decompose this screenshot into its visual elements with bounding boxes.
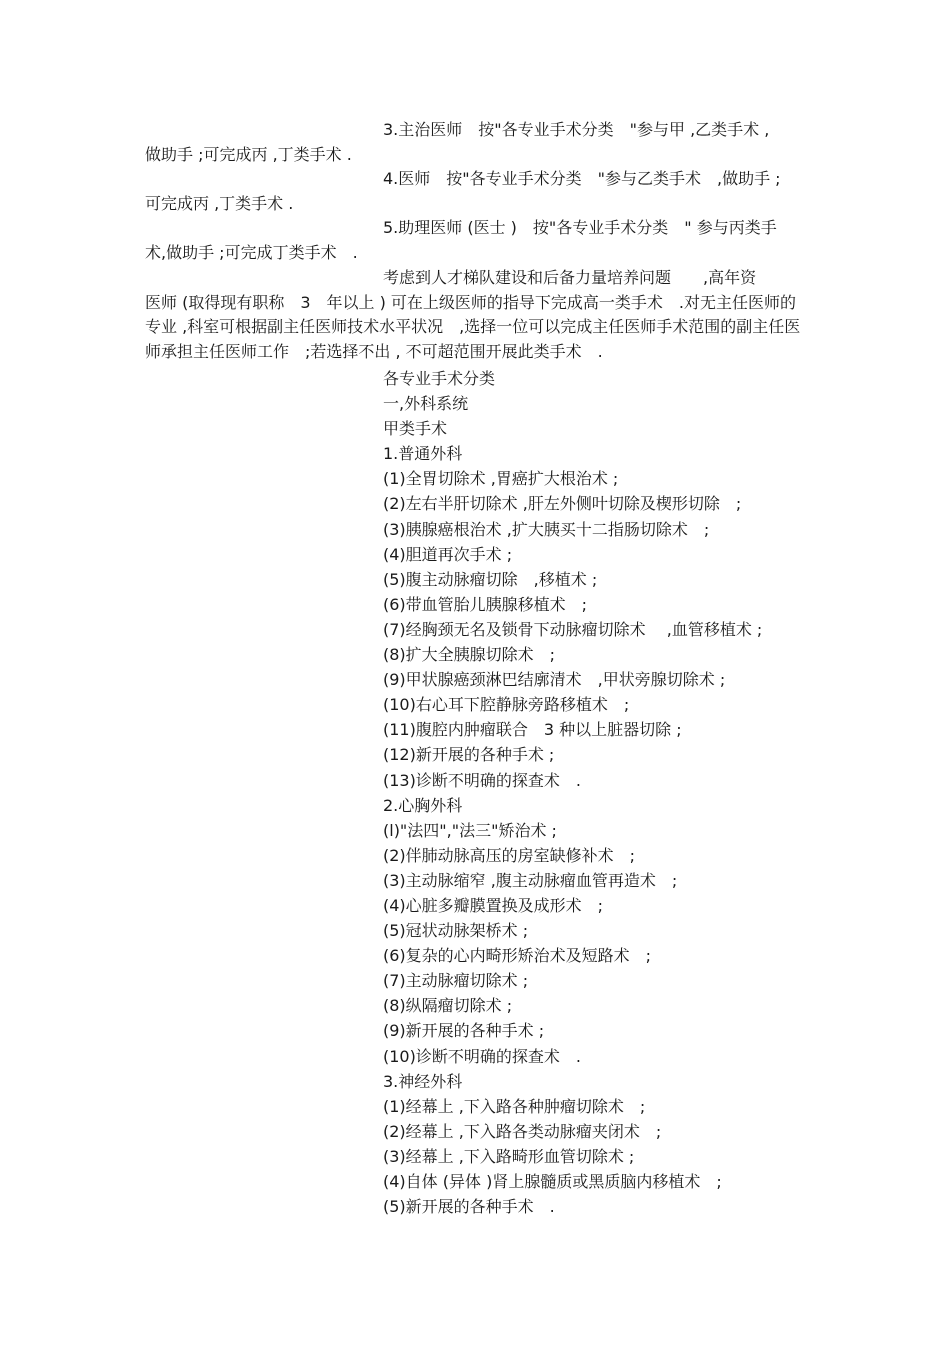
list-item: 一,外科系统 bbox=[383, 394, 469, 414]
list-item: (5)新开展的各种手术 . bbox=[383, 1197, 555, 1217]
paragraph-continuation: 做助手 ;可完成丙 ,丁类手术 . bbox=[145, 144, 352, 164]
list-item: (7)主动脉瘤切除术 ; bbox=[383, 971, 529, 991]
list-item: (12)新开展的各种手术 ; bbox=[383, 745, 555, 765]
list-item: (7)经胸颈无名及锁骨下动脉瘤切除术 ,血管移植术 ; bbox=[383, 619, 763, 639]
list-item: (9)甲状腺癌颈淋巴结廓清术 ,甲状旁腺切除术 ; bbox=[383, 670, 726, 690]
paragraph-talent-consideration bbox=[145, 266, 805, 364]
paragraph-continuation: 术,做助手 ;可完成丁类手术 . bbox=[145, 242, 358, 262]
paragraph-first-line: 考虑到人才梯队建设和后备力量培养问题 ,高年资 bbox=[383, 268, 757, 287]
list-item: (11)腹腔内肿瘤联合 3 种以上脏器切除 ; bbox=[383, 720, 682, 740]
paragraph-assistant-physician bbox=[145, 216, 805, 265]
list-item: (3)主动脉缩窄 ,腹主动脉瘤血管再造术 ; bbox=[383, 870, 678, 890]
list-item: (3)经幕上 ,下入路畸形血管切除术 ; bbox=[383, 1146, 635, 1166]
list-item: (13)诊断不明确的探查术 . bbox=[383, 770, 581, 790]
list-item: (4)胆道再次手术 ; bbox=[383, 544, 513, 564]
list-item: (1)经幕上 ,下入路各种肿瘤切除术 ; bbox=[383, 1096, 646, 1116]
list-item: 1.普通外科 bbox=[383, 444, 463, 464]
list-item: (2)左右半肝切除术 ,肝左外侧叶切除及楔形切除 ; bbox=[383, 494, 742, 514]
paragraph-continuation: 医师 (取得现有职称 3 年以上 ) 可在上级医师的指导下完成高一类手术 .对无主任医师的专业 ,科室可根据副主任医师技术水平状况 ,选择一位可以完成主任医师手术范围的副主任医师承担主任医师工作 ;若选择不出 , 不可超范围开展此类手术 . bbox=[145, 292, 801, 361]
paragraph-physician bbox=[145, 167, 805, 216]
paragraph-first-line: 5.助理医师 (医士 ) 按"各专业手术分类 " 参与丙类手 bbox=[383, 218, 777, 237]
list-item: 3.神经外科 bbox=[383, 1071, 463, 1091]
list-item: (9)新开展的各种手术 ; bbox=[383, 1021, 545, 1041]
list-item: (4)心脏多瓣膜置换及成形术 ; bbox=[383, 895, 604, 915]
list-item: 2.心胸外科 bbox=[383, 795, 463, 815]
list-item: (5)冠状动脉架桥术 ; bbox=[383, 921, 529, 941]
list-item: (1)全胃切除术 ,胃癌扩大根治术 ; bbox=[383, 469, 619, 489]
paragraph-continuation: 可完成丙 ,丁类手术 . bbox=[145, 193, 294, 213]
paragraph-first-line: 3.主治医师 按"各专业手术分类 "参与甲 ,乙类手术 , bbox=[383, 120, 770, 139]
list-item: (l)"法四","法三"矫治术 ; bbox=[383, 820, 557, 840]
list-item: (2)伴肺动脉高压的房室缺修补术 ; bbox=[383, 845, 636, 865]
list-item: (6)带血管胎儿胰腺移植术 ; bbox=[383, 594, 588, 614]
paragraph-attending-physician bbox=[145, 118, 805, 167]
list-item: (2)经幕上 ,下入路各类动脉瘤夹闭术 ; bbox=[383, 1121, 662, 1141]
list-item: (8)扩大全胰腺切除术 ; bbox=[383, 645, 556, 665]
list-item: 各专业手术分类 bbox=[383, 369, 496, 388]
list-item: (4)自体 (异体 )肾上腺髓质或黑质脑内移植术 ; bbox=[383, 1172, 722, 1191]
list-item: (10)右心耳下腔静脉旁路移植术 ; bbox=[383, 695, 630, 715]
list-item: (5)腹主动脉瘤切除 ,移植术 ; bbox=[383, 569, 598, 589]
list-item: (10)诊断不明确的探查术 . bbox=[383, 1046, 581, 1066]
paragraph-first-line: 4.医师 按"各专业手术分类 "参与乙类手术 ,做助手 ; bbox=[383, 169, 781, 188]
surgery-classification-list bbox=[383, 366, 823, 1219]
list-item: 甲类手术 bbox=[383, 419, 448, 439]
list-item: (6)复杂的心内畸形矫治术及短路术 ; bbox=[383, 946, 652, 966]
list-item: (3)胰腺癌根治术 ,扩大胰买十二指肠切除术 ; bbox=[383, 519, 710, 539]
list-item: (8)纵隔瘤切除术 ; bbox=[383, 996, 513, 1016]
